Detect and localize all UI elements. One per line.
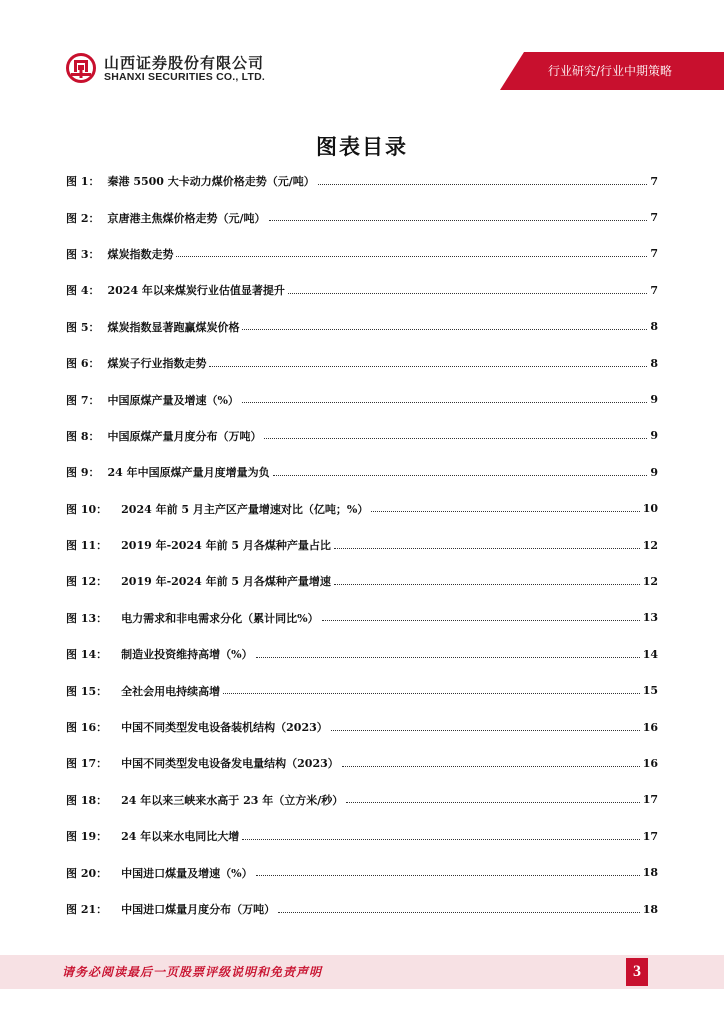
toc-item-title: 电力需求和非电需求分化（累计同比%）: [121, 611, 319, 625]
toc-item-title: 2019 年-2024 年前 5 月各煤种产量占比: [121, 539, 331, 553]
toc-item-title: 24 年以来三峡来水高于 23 年（立方米/秒）: [121, 793, 344, 807]
toc-item-label: 图 15：: [66, 684, 108, 698]
toc-item-title: 中国不同类型发电设备装机结构（2023）: [121, 721, 328, 735]
toc-item[interactable]: [66, 454, 658, 490]
toc-item-label: 图 14：: [66, 648, 108, 662]
toc-item-title: 煤炭指数走势: [107, 247, 174, 261]
toc-item[interactable]: [66, 418, 658, 454]
toc-dot-leader: [318, 184, 648, 185]
toc-item[interactable]: [66, 636, 658, 672]
toc-item-label: 图 1：: [66, 175, 100, 189]
page-number: 3: [626, 958, 648, 986]
toc-dot-leader: [242, 402, 647, 403]
toc-dot-leader: [331, 730, 640, 731]
toc-item-title: 24 年以来水电同比大增: [121, 830, 240, 844]
toc-dot-leader: [256, 875, 640, 876]
toc-item-page: 17: [642, 829, 658, 843]
page-header: [0, 0, 724, 100]
toc-item-label: 图 9：: [66, 466, 100, 480]
toc-item-label: 图 4：: [66, 284, 100, 298]
toc-item-title: 24 年中国原煤产量月度增量为负: [107, 466, 270, 480]
toc-item-page: 8: [650, 320, 658, 334]
toc-item-title: 煤炭指数显著跑赢煤炭价格: [107, 320, 240, 334]
toc-item-title: 中国原煤产量月度分布（万吨）: [107, 429, 262, 443]
toc-item-title: 煤炭子行业指数走势: [107, 357, 207, 371]
toc-item[interactable]: [66, 854, 658, 890]
toc-item-title: 2019 年-2024 年前 5 月各煤种产量增速: [121, 575, 331, 589]
toc-item[interactable]: [66, 345, 658, 381]
toc-item-label: 图 12：: [66, 575, 108, 589]
toc-dot-leader: [242, 839, 639, 840]
company-name-en: SHANXI SECURITIES CO., LTD.: [104, 71, 265, 83]
toc-dot-leader: [209, 366, 647, 367]
toc-dot-leader: [269, 220, 648, 221]
toc-item[interactable]: [66, 818, 658, 854]
toc-item-page: 16: [642, 720, 658, 734]
toc-item-title: 制造业投资维持高增（%）: [121, 648, 253, 662]
toc-item-page: 7: [650, 283, 658, 297]
toc-dot-leader: [176, 256, 647, 257]
shanxi-securities-logo-icon: [66, 53, 96, 83]
toc-item-label: 图 2：: [66, 211, 100, 225]
toc-item-title: 中国进口煤量及增速（%）: [121, 866, 253, 880]
toc-item-label: 图 16：: [66, 721, 108, 735]
toc-item-title: 中国进口煤量月度分布（万吨）: [121, 903, 276, 916]
toc-item[interactable]: [66, 491, 658, 527]
toc-item[interactable]: [66, 199, 658, 235]
toc-dot-leader: [322, 620, 640, 621]
toc-item-label: 图 7：: [66, 393, 100, 407]
toc-item-label: 图 3：: [66, 247, 100, 261]
toc-item[interactable]: [66, 236, 658, 272]
figure-toc-list: [66, 163, 658, 927]
toc-item-title: 2024 年前 5 月主产区产量增速对比（亿吨；%）: [121, 502, 369, 516]
toc-item[interactable]: [66, 600, 658, 636]
toc-dot-leader: [288, 293, 647, 294]
toc-item[interactable]: [66, 309, 658, 345]
toc-item-title: 全社会用电持续高增: [121, 684, 221, 698]
page-title: 图表目录: [316, 135, 408, 160]
toc-dot-leader: [256, 657, 640, 658]
toc-item-page: 9: [650, 465, 658, 479]
toc-dot-leader: [278, 912, 640, 913]
company-name-cn: 山西证券股份有限公司: [104, 54, 265, 72]
toc-item-page: 12: [642, 538, 658, 552]
toc-item-page: 18: [642, 866, 658, 880]
toc-item[interactable]: [66, 381, 658, 417]
toc-item-title: 秦港 5500 大卡动力煤价格走势（元/吨）: [107, 175, 315, 189]
toc-item-label: 图 8：: [66, 429, 100, 443]
toc-item-label: 图 11：: [66, 539, 108, 553]
toc-item[interactable]: [66, 709, 658, 745]
toc-item-title: 京唐港主焦煤价格走势（元/吨）: [107, 211, 266, 225]
toc-dot-leader: [342, 766, 640, 767]
toc-item-page: 16: [642, 756, 658, 770]
toc-item-page: 15: [642, 684, 658, 698]
toc-item-label: 图 5：: [66, 320, 100, 334]
toc-item-label: 图 20：: [66, 866, 108, 880]
toc-item[interactable]: [66, 672, 658, 708]
toc-item[interactable]: [66, 163, 658, 199]
toc-dot-leader: [371, 511, 639, 512]
toc-item-label: 图 6：: [66, 357, 100, 371]
toc-item-title: 2024 年以来煤炭行业估值显著提升: [107, 284, 285, 298]
toc-item-page: 8: [650, 356, 658, 370]
toc-item-title: 中国原煤产量及增速（%）: [107, 393, 239, 407]
footer-disclaimer[interactable]: 请务必阅读最后一页股票评级说明和免责声明: [62, 965, 323, 979]
toc-item[interactable]: [66, 272, 658, 308]
toc-item-page: 13: [642, 611, 658, 625]
toc-item[interactable]: [66, 527, 658, 563]
toc-item-page: 9: [650, 393, 658, 407]
toc-item-page: 7: [650, 211, 658, 225]
toc-item-page: 14: [642, 647, 658, 661]
toc-item-page: 9: [650, 429, 658, 443]
toc-item-page: 10: [642, 502, 658, 516]
toc-item-title: 中国不同类型发电设备发电量结构（2023）: [121, 757, 339, 771]
toc-dot-leader: [264, 438, 647, 439]
toc-item-label: 图 19：: [66, 830, 108, 844]
toc-item-label: 图 18：: [66, 793, 108, 807]
toc-item-label: 图 17：: [66, 757, 108, 771]
toc-item[interactable]: [66, 782, 658, 818]
toc-item-page: 17: [642, 793, 658, 807]
toc-item-page: 7: [650, 174, 658, 188]
toc-item-label: 图 21：: [66, 903, 108, 916]
toc-item[interactable]: [66, 745, 658, 781]
toc-dot-leader: [334, 584, 640, 585]
toc-dot-leader: [242, 329, 647, 330]
toc-dot-leader: [346, 802, 639, 803]
toc-item-label: 图 10：: [66, 502, 108, 516]
toc-dot-leader: [273, 475, 648, 476]
toc-item-label: 图 13：: [66, 611, 108, 625]
toc-item-page: 12: [642, 574, 658, 588]
toc-dot-leader: [223, 693, 640, 694]
toc-item[interactable]: [66, 563, 658, 599]
toc-item-page: 7: [650, 247, 658, 261]
toc-dot-leader: [334, 548, 640, 549]
toc-item[interactable]: [66, 891, 658, 927]
report-category: 行业研究/行业中期策略: [547, 64, 672, 78]
toc-item-page: 18: [642, 902, 658, 916]
